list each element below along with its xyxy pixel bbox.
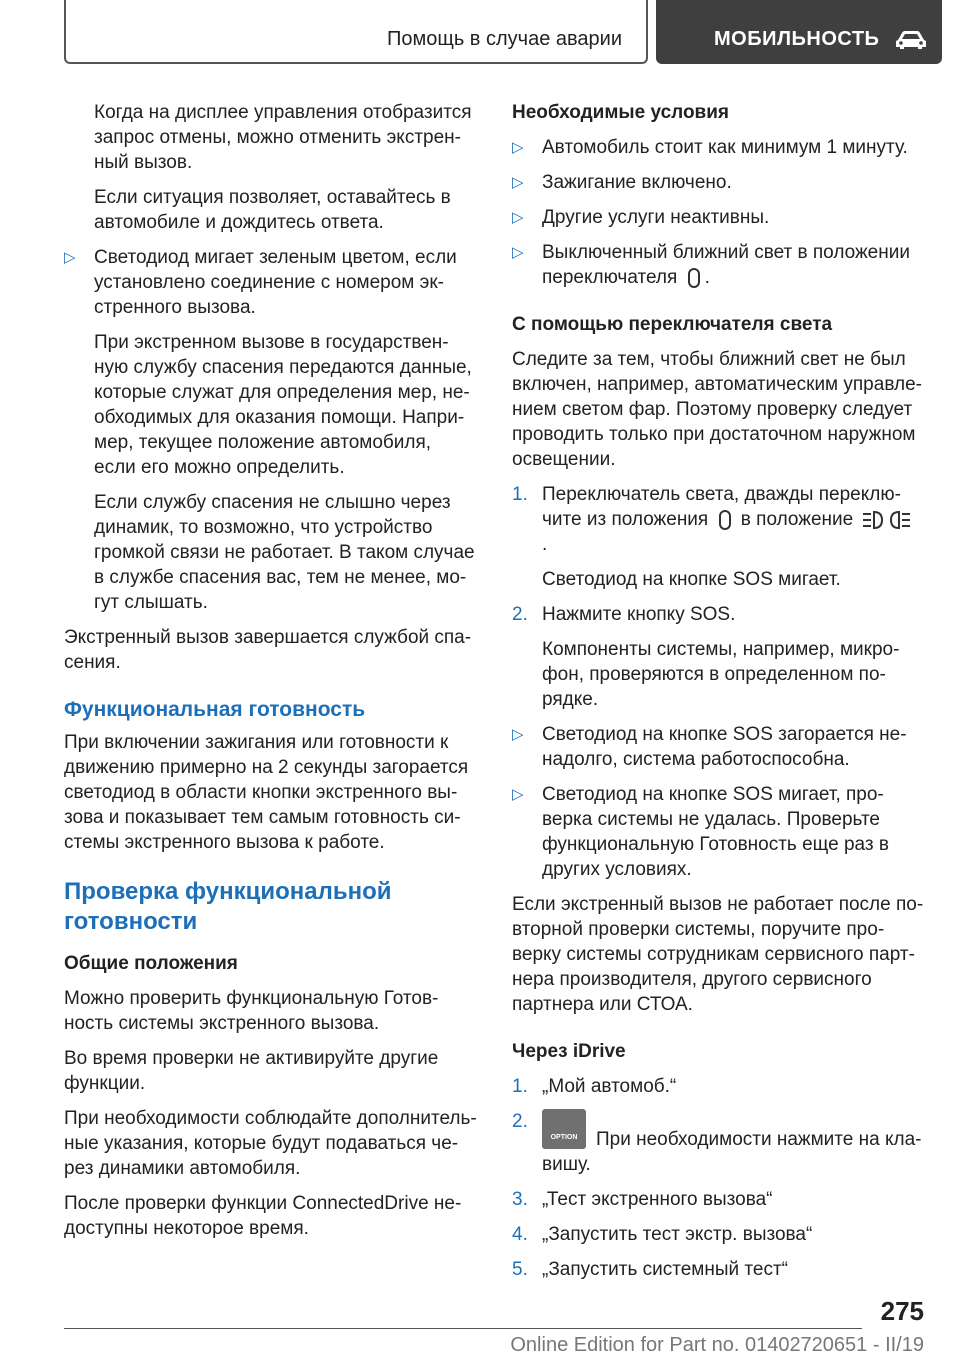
heading-requirements: Необходимые условия	[512, 102, 730, 123]
step-text: „Запустить системный тест“	[542, 1259, 788, 1280]
bullet-item	[512, 170, 927, 195]
edition-note: Online Edition for Part no. 01402720651 - II/19	[510, 1334, 924, 1356]
parking-lights-icon	[862, 509, 912, 531]
bullet-marker: ▷	[512, 726, 524, 743]
step-item	[512, 602, 927, 627]
bullet-item	[512, 782, 927, 882]
step-item	[512, 1109, 927, 1177]
paragraph: При включении зажигания или готовности к движению примерно на 2 секунды загорается светодиод в области кнопки экстренного вы‐зова и показывает тем самым готовность си‐стемы экстренного вызова к работе.	[64, 732, 469, 853]
bullet-item	[512, 135, 927, 160]
light-switch-off-icon	[718, 509, 732, 531]
paragraph: При экстренном вызове в государствен‐ную службу спасения передаются данные, которые служат для определения мер, не‐обходимых для оказания помощи. Напри‐мер, текущее положение автомобиля, если его можно определить.	[94, 332, 472, 478]
step-item	[512, 1222, 927, 1247]
step-number: 2.	[512, 1111, 528, 1132]
period: .	[704, 267, 710, 288]
bullet-marker: ▷	[512, 786, 524, 803]
bullet-marker: ▷	[512, 139, 524, 156]
option-button-label: OPTION	[550, 1134, 578, 1141]
bullet-text: Автомобиль стоит как минимум 1 минуту.	[542, 137, 908, 158]
bullet-text: Выключенный ближний свет в положении переключателя	[542, 242, 910, 288]
bullet-item	[512, 722, 927, 772]
bullet-marker: ▷	[512, 244, 524, 261]
bullet-marker: ▷	[512, 174, 524, 191]
step-number: 1.	[512, 484, 528, 505]
paragraph: Если ситуация позволяет, оставайтесь в автомобиле и дождитесь ответа.	[94, 187, 451, 233]
paragraph: При необходимости соблюдайте дополнитель‐ные указания, которые будут подаваться че‐рез динамики автомобиля.	[64, 1108, 477, 1179]
paragraph: Следите за тем, чтобы ближний свет не был включен, например, автоматическим управле‐нием светом фар. Поэтому проверку следует проводить только при достаточном наружном освещении.	[512, 349, 922, 470]
paragraph: Светодиод на кнопке SOS мигает.	[542, 569, 841, 590]
paragraph: Компоненты системы, например, микро‐фон, проверяются в определенном по‐рядке.	[542, 639, 900, 710]
paragraph: Можно проверить функциональную Готов‐ность системы экстренного вызова.	[64, 988, 439, 1034]
paragraph: Если экстренный вызов не работает после по‐вторной проверки системы, поручите про‐верку системы сотрудникам сервисного парт‐нера производителя, другого сервисного партнера или СТОА.	[512, 894, 924, 1015]
left-column	[64, 100, 478, 1251]
step-text: в положение	[740, 509, 854, 530]
bullet-text: Светодиод на кнопке SOS загорается не‐надолго, система работоспособна.	[542, 724, 907, 770]
bullet-item	[64, 245, 478, 320]
bullet-marker: ▷	[64, 249, 76, 266]
page-number: 275	[880, 1296, 924, 1326]
bullet-marker: ▷	[512, 209, 524, 226]
bullet-text: Светодиод мигает зеленым цветом, если установлено соединение с номером эк‐стренного вызова.	[94, 247, 457, 318]
paragraph: Во время проверки не активируйте другие функции.	[64, 1048, 439, 1094]
step-item	[512, 482, 927, 557]
step-number: 4.	[512, 1224, 528, 1245]
right-column	[512, 100, 927, 1292]
bullet-text: Другие услуги неактивны.	[542, 207, 770, 228]
step-text: „Запустить тест экстр. вызова“	[542, 1224, 813, 1245]
car-icon	[894, 30, 928, 50]
heading-readiness-check: Проверка функциональной готовности	[64, 878, 392, 935]
step-number: 1.	[512, 1076, 528, 1097]
bullet-item	[512, 240, 927, 290]
period: .	[542, 534, 548, 555]
heading-via-light-switch: С помощью переключателя света	[512, 314, 833, 335]
bullet-item	[512, 205, 927, 230]
step-number: 2.	[512, 604, 528, 625]
header-chapter-tab	[656, 0, 942, 64]
paragraph: Когда на дисплее управления отобразится запрос отмены, можно отменить экстрен‐ный вызов.	[94, 102, 472, 173]
option-button-icon	[542, 1109, 586, 1149]
heading-general: Общие положения	[64, 953, 238, 974]
paragraph: Экстренный вызов завершается службой спа‐сения.	[64, 627, 472, 673]
step-text: Переключатель света, дважды переклю‐чите из положения	[542, 484, 901, 530]
heading-functional-readiness: Функциональная готовность	[64, 698, 366, 721]
step-text: „Тест экстренного вызова“	[542, 1189, 773, 1210]
step-text: Нажмите кнопку SOS.	[542, 604, 736, 625]
bullet-text: Зажигание включено.	[542, 172, 732, 193]
section-title: Помощь в случае аварии	[387, 28, 622, 50]
heading-via-idrive: Через iDrive	[512, 1041, 626, 1062]
step-item	[512, 1257, 927, 1282]
step-item	[512, 1074, 927, 1099]
chapter-title: МОБИЛЬНОСТЬ	[714, 28, 880, 50]
paragraph: Если службу спасения не слышно через динамик, то возможно, что устройство громкой связи не работает. В таком случае в службе спасения вас, тем не менее, мо‐гут слышать.	[94, 492, 475, 613]
light-switch-off-icon	[687, 267, 701, 289]
step-text: „Мой автомоб.“	[542, 1076, 677, 1097]
paragraph: После проверки функции ConnectedDrive не‐доступны некоторое время.	[64, 1193, 462, 1239]
header-section-tab	[64, 0, 648, 64]
step-item	[512, 1187, 927, 1212]
step-text: При необходимости нажмите на кла‐вишу.	[542, 1129, 922, 1175]
step-number: 5.	[512, 1259, 528, 1280]
bullet-text: Светодиод на кнопке SOS мигает, про‐верка системы не удалась. Проверьте функциональную Готовность еще раз в других условиях.	[542, 784, 889, 880]
footer-divider	[64, 1328, 862, 1329]
step-number: 3.	[512, 1189, 528, 1210]
